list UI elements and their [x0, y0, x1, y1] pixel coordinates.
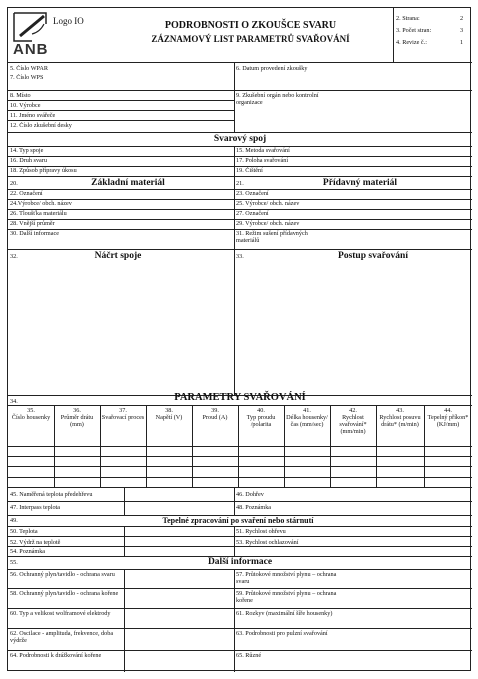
filler-designation-2-field[interactable]: 27. Označení: [236, 210, 269, 217]
more-info-num: 55.: [10, 559, 18, 566]
root-shielding-gas-field[interactable]: 58. Ochranný plyn/tavidlo - ochrana kořene: [10, 590, 119, 597]
miscellaneous-field[interactable]: 65. Různé: [236, 652, 262, 659]
filler-designation-field[interactable]: 23. Označení: [236, 190, 269, 197]
more-info-heading: Další informace: [207, 557, 273, 567]
param-row-3[interactable]: [8, 467, 472, 477]
weld-kind-field[interactable]: 16. Druh svaru: [10, 157, 47, 164]
other-info-field[interactable]: 30. Další informace: [10, 230, 59, 237]
cleaning-field[interactable]: 19. Čištění: [236, 167, 263, 174]
col-38: 38. Napětí (V): [155, 407, 183, 421]
params-num: 34.: [10, 398, 18, 405]
base-manufacturer-field[interactable]: 24.Výrobce/ obch. název: [10, 200, 72, 207]
heat-treatment-heading: Tepelné zpracování po svaření nebo stárnutí: [162, 516, 314, 525]
manufacturer-field[interactable]: 10. Výrobce: [10, 102, 41, 109]
joint-sketch-heading: Náčrt spoje: [94, 251, 142, 261]
interpass-temp-field[interactable]: 47. Interpass teplota: [10, 504, 61, 511]
col-44: 44. Tepelný příkon* (KJ/mm): [427, 407, 469, 428]
param-row-4[interactable]: [8, 478, 472, 487]
bevel-prep-field[interactable]: 18. Způsob přípravy úkosu: [10, 167, 77, 174]
test-date-field[interactable]: 6. Datum provedení zkoušky: [236, 65, 308, 72]
base-material-num: 20.: [10, 180, 18, 187]
base-material-heading: Základní materiál: [91, 178, 165, 188]
params-heading: PARAMETRY SVAŘOVÁNÍ: [174, 392, 306, 403]
preheat-temp-field[interactable]: 45. Naměřená teplota předehřevu: [10, 491, 93, 498]
material-thickness-field[interactable]: 26. Tloušťka materiálu: [10, 210, 67, 217]
heat-treatment-num: 49.: [10, 517, 18, 524]
param-row-2[interactable]: [8, 457, 472, 466]
base-designation-field[interactable]: 22. Označení: [10, 190, 43, 197]
tungsten-electrode-field[interactable]: 60. Typ a velikost wolframové elektrody: [10, 610, 111, 617]
wpar-number-field[interactable]: 5. Číslo WPAR: [10, 65, 48, 72]
outer-diameter-field[interactable]: 28. Vnější průměr: [10, 220, 55, 227]
meta-label-page: 2. Strana:: [396, 15, 420, 22]
col-36: 36. Průměr drátu (mm): [60, 407, 94, 428]
welding-procedure-num: 33.: [236, 253, 244, 260]
joint-sketch-num: 32.: [10, 253, 18, 260]
filler-manufacturer-field[interactable]: 25. Výrobce/ obch. název: [236, 200, 300, 207]
welding-position-field[interactable]: 17. Poloha svařování: [236, 157, 289, 164]
welding-method-field[interactable]: 15. Metoda svařování: [236, 147, 290, 154]
heat-note-field[interactable]: 54. Poznámka: [10, 548, 46, 555]
meta-label-pages: 3. Počet stran:: [396, 27, 432, 34]
welding-procedure-heading: Postup svařování: [338, 251, 408, 261]
meta-label-revision: 4. Revize č.:: [396, 39, 427, 46]
test-plate-number-field[interactable]: 12. Číslo zkušební desky: [10, 122, 72, 129]
location-field[interactable]: 8. Místo: [10, 92, 31, 99]
weld-gas-flow-field[interactable]: 57. Průtokové množství plynu – ochrana svaru: [236, 571, 337, 585]
post-heat-field[interactable]: 46. Dohřev: [236, 491, 264, 498]
weld-shielding-gas-field[interactable]: 56. Ochranný plyn/tavidlo - ochrana svaru: [10, 571, 115, 578]
col-39: 39. Proud (A): [202, 407, 228, 421]
form-subtitle: ZÁZNAMOVÝ LIST PARAMETRŮ SVAŘOVÁNÍ: [151, 34, 350, 44]
drying-mode-field[interactable]: 31. Režim sušení přídavných materiálů: [236, 230, 308, 244]
meta-value-pages: 3: [460, 27, 464, 34]
meta-value-page: 2: [460, 15, 464, 22]
joint-sketch-area[interactable]: [9, 264, 233, 394]
col-42: 42. Rychlost svařování* (mm/min): [339, 407, 367, 435]
cooling-rate-field[interactable]: 53. Rychlost ochlazování: [236, 539, 299, 546]
root-gas-flow-field[interactable]: 59. Průtokové množství plynu – ochrana kořene: [236, 590, 337, 604]
pulse-welding-field[interactable]: 63. Podrobnosti pro pulzní svařování: [236, 630, 328, 637]
weave-width-field[interactable]: 61. Rozkyv (maximální šíře housenky): [236, 610, 333, 617]
filler-material-num: 21.: [236, 180, 244, 187]
welding-procedure-area[interactable]: [235, 264, 471, 394]
oscillation-field[interactable]: 62. Oscilace - amplituda, frekvence, doba výdrže: [10, 630, 114, 644]
param-row-1[interactable]: [8, 447, 472, 456]
joint-type-field[interactable]: 14. Typ spoje: [10, 147, 44, 154]
form-page: [7, 7, 471, 671]
filler-manufacturer-2-field[interactable]: 29. Výrobce/ obch. název: [236, 220, 300, 227]
anb-logo: [10, 10, 50, 60]
weld-joint-heading: Svarový spoj: [213, 134, 267, 144]
col-41: 41. Délka housenky/čas (mm/sec): [286, 407, 328, 428]
temperature-field[interactable]: 50. Teplota: [10, 528, 38, 535]
form-title: PODROBNOSTI O ZKOUŠCE SVARU: [164, 20, 337, 31]
wps-number-field[interactable]: 7. Číslo WPS: [10, 74, 44, 81]
welder-name-field[interactable]: 11. Jméno svářeče: [10, 112, 56, 119]
hold-time-field[interactable]: 52. Výdrž na teplotě: [10, 539, 61, 546]
heating-rate-field[interactable]: 51. Rychlost ohřevu: [236, 528, 286, 535]
root-gouging-field[interactable]: 64. Podrobnosti k drážkování kořene: [10, 652, 102, 659]
col-40: 40. Typ proudu /polarita: [246, 407, 276, 428]
test-body-field[interactable]: 9. Zkušební orgán nebo kontrolní organizace: [236, 92, 319, 106]
col-43: 43. Rychlost posuvu drátu* (m/min): [379, 407, 421, 428]
temps-note-field[interactable]: 48. Poznámka: [236, 504, 272, 511]
filler-material-heading: Přídavný materiál: [322, 178, 398, 188]
logo-io-label: Logo IO: [53, 16, 84, 26]
col-37: 37. Svařovací proces: [101, 407, 145, 421]
anb-logo-text: ANB: [13, 41, 49, 58]
col-35: 35. Číslo housenky: [11, 407, 51, 421]
meta-value-revision: 1: [460, 39, 464, 46]
